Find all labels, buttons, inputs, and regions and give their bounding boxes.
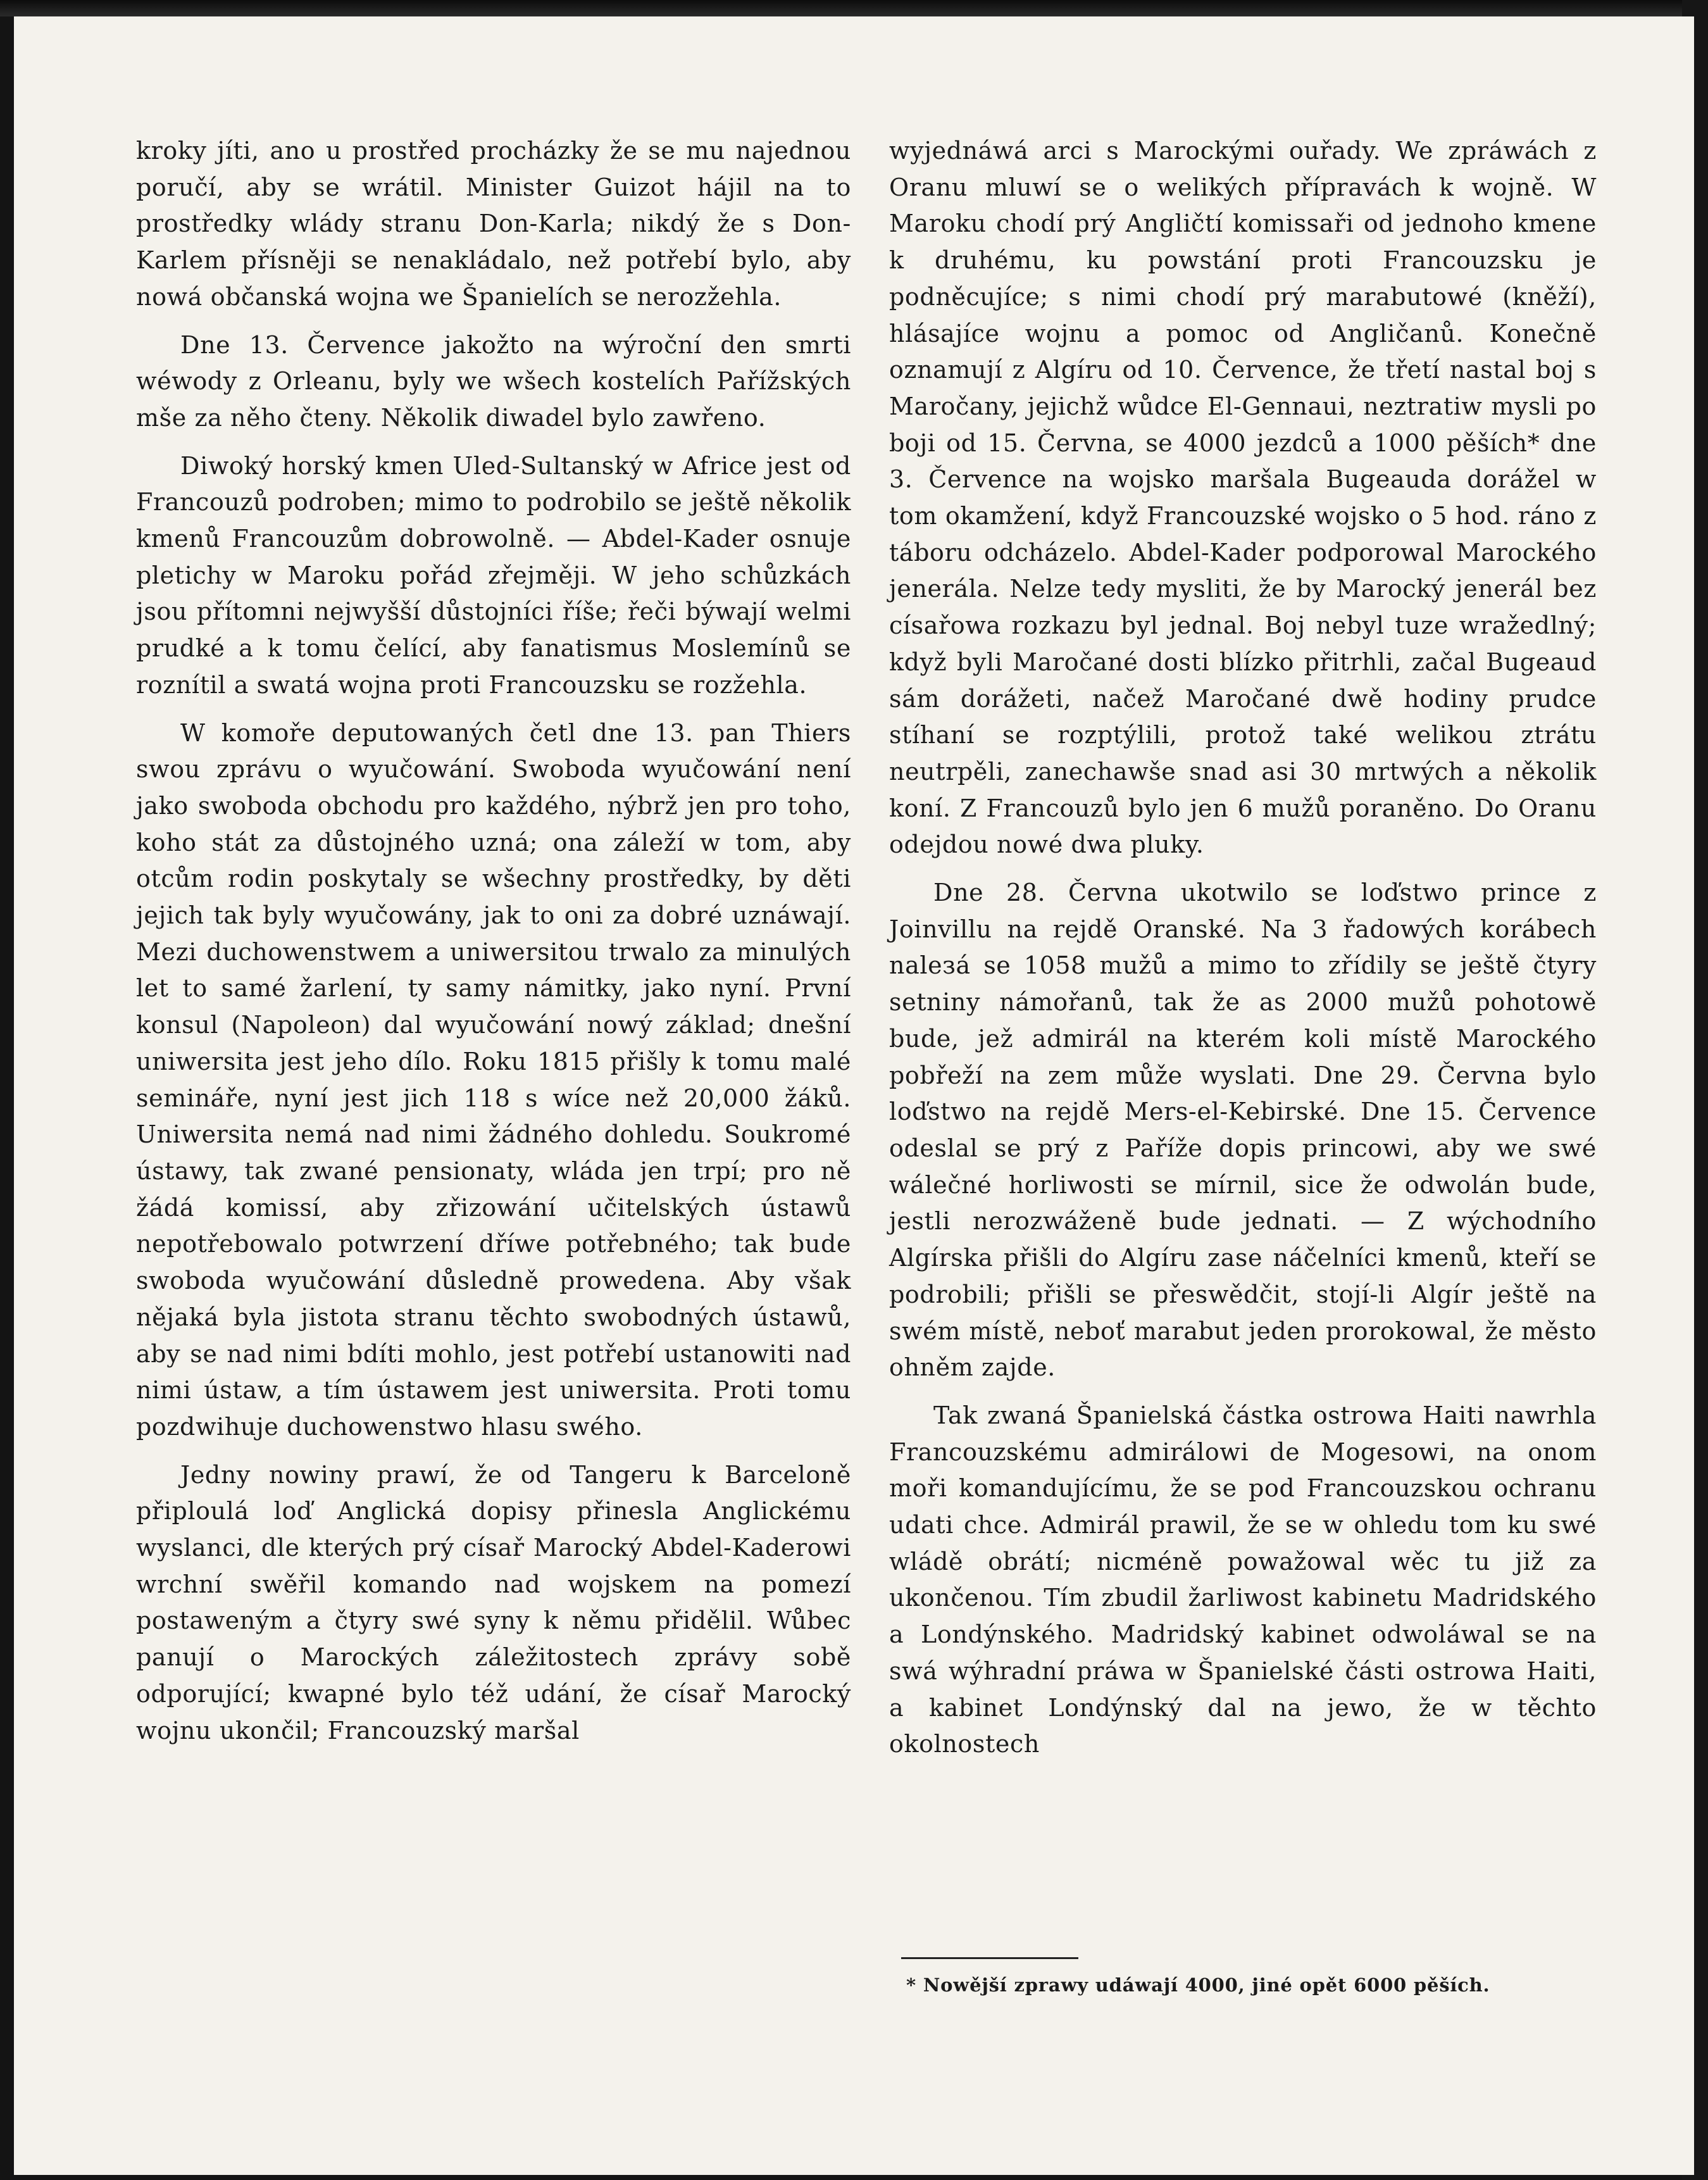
right-text-column — [889, 133, 1597, 1763]
paragraph: Tak zwaná Španielská částka ostrowa Haiti nawrhla Francouzskému admirálowi de Mogesowi, na onom moři komandujícímu, že se pod Francouzskou ochranu udati chce. Admirál prawil, že se w ohledu tom ku swé wládě obrátí; nicméně powažowal wěc tu již za ukončenou. Tím zbudil žarliwost kabinetu Madridského a Londýnského. Madridský kabinet odwoláwal se na swá wýhradní práwa w Španielské části ostrowa Haiti, a kabinet Londýnský dal na jewo, že w těchto okolnostech — [889, 1401, 1597, 1758]
paragraph: wyjednáwá arci s Marockými ouřady. We zpráwách z Oranu mluwí se o welikých přípravách k wojně. W Maroku chodí prý Angličtí komissaři od jednoho kmene k druhému, ku powstání proti Francouzsku je podněcujíce; s nimi chodí prý marabutowé (kněží), hlásajíce wojnu a pomoc od Angličanů. Konečně oznamují z Algíru od 10. Července, že třetí nastal boj s Maročany, jejichž wůdce El-Gennaui, neztratiw mysli po boji od 15. Června, se 4000 jezdců a 1000 pěších* dne 3. Července na wojsko maršala Bugeauda dorážel w tom okamžení, když Francouzské wojsko o 5 hod. ráno z táboru odcházelo. Abdel-Kader podporowal Marockého jenerála. Nelze tedy mysliti, že by Marocký jenerál bez císařowa rozkazu byl jednal. Boj nebyl tuze wražedlný; když byli Maročané dosti blízko přitrhli, začal Bugeaud sám dorážeti, načež Maročané dwě hodiny prudce stíhaní se rozptýlili, protož také welikou ztrátu neutrpěli, zanechawše snad asi 30 mrtwých a několik koní. Z Francouzů bylo jen 6 mužů poraněno. Do Oranu odejdou nowé dwa pluky. — [889, 137, 1597, 859]
paragraph: Jedny nowiny prawí, že od Tangeru k Barceloně připloulá loď Anglická dopisy přinesla Anglickému wyslanci, dle kterých prý císař Marocký Abdel-Kaderowi wrchní swěřil komando nad wojskem na pomezí postaweným a čtyry swé syny k němu přidělil. Wůbec panují o Marockých záležitostech zprávy sobě odporující; kwapné bylo též udání, že císař Marocký wojnu ukončil; Francouzský maršal — [136, 1460, 851, 1745]
scan-top-edge — [0, 0, 1708, 16]
footnote-divider — [901, 1957, 1078, 1959]
paragraph: Diwoký horský kmen Uled-Sultanský w Africe jest od Francouzů podroben; mimo to podrobilo se ještě několik kmenů Francouzům dobrowolně. — Abdel-Kader osnuje pletichy w Maroku pořád zřejměji. W jeho schůzkách jsou přítomni nejwyšší důstojníci říše; řeči býwají welmi prudké a k tomu čelící, aby fanatismus Moslemínů se roznítil a swatá wojna proti Francouzsku se rozžehla. — [136, 451, 851, 699]
paragraph: kroky jíti, ano u prostřed procházky že se mu najednou poručí, aby se wrátil. Minister Guizot hájil na to prostředky wlády stranu Don-Karla; nikdý že s Don-Karlem přísněji se nenakládalo, než potřebí bylo, aby nowá občanská wojna we Španielích se nerozžehla. — [136, 137, 851, 311]
paragraph: W komoře deputowaných četl dne 13. pan Thiers swou zprávu o wyučowání. Swoboda wyučowání není jako swoboda obchodu pro každého, nýbrž jen pro toho, koho stát za důstojného uzná; ona záleží w tom, aby otcům rodin poskytaly se wšechny prostředky, by děti jejich tak byly wyučowány, jak to oni za dobré uznáwají. Mezi duchowenstwem a uniwersitou trwalo za minulých let to samé žarlení, ty samy námitky, jako nyní. První konsul (Napoleon) dal wyučowání nowý základ; dnešní uniwersita jest jeho dílo. Roku 1815 přišly k tomu malé semináře, nyní jest jich 118 s wíce než 20,000 žáků. Uniwersita nemá nad nimi žádného dohledu. Soukromé ústawy, tak zwané pensionaty, wláda jen trpí; pro ně žádá komissí, aby zřizowání učitelských ústawů nepotřebowalo potwrzení dříwe potřebného; tak bude swoboda wyučowání důsledně prowedena. Aby však nějaká byla jistota stranu těchto swobodných ústawů, aby se nad nimi bdíti mohlo, jest potřebí ustanowiti nad nimi ústaw, a tím ústawem jest uniwersita. Proti tomu pozdwihuje duchowenstwo hlasu swého. — [136, 718, 851, 1441]
paragraph: Dne 13. Července jakožto na wýroční den smrti wéwody z Orleanu, byly we wšech kostelích Pařížských mše za něho čteny. Několik diwadel bylo zawřeno. — [136, 330, 851, 432]
footnote: * Nowější zprawy udáwají 4000, jiné opět 6000 pěších. — [906, 1974, 1490, 1996]
paragraph: Dne 28. Červnа ukotwilo se loďstwo prince z Joinvillu na rejdě Oranské. Na 3 řadowých korábech naleзá se 1058 mužů a mimo to zřídily se ještě čtyry setniny námořanů, tak že as 2000 mužů pohotowě bude, jež admirál na kterém koli místě Marockého pobřeží na zem může wyslati. Dne 29. Červnа bylo loďstwo na rejdě Mers-el-Kebirské. Dne 15. Července odeslal se prý z Paříže dopis princowi, aby we swé wálečné horliwosti se mírnil, sice že odwolán bude, jestli nerozwáženě bude jednati. — Z wýchodního Algírska přišli do Algíru zase náčelníci kmenů, kteří se podrobili; přišli se přeswědčit, stojí-li Algír ještě na swém místě, neboť marabut jeden prorokowal, že město ohněm zajde. — [889, 879, 1597, 1382]
left-text-column — [136, 133, 851, 1749]
